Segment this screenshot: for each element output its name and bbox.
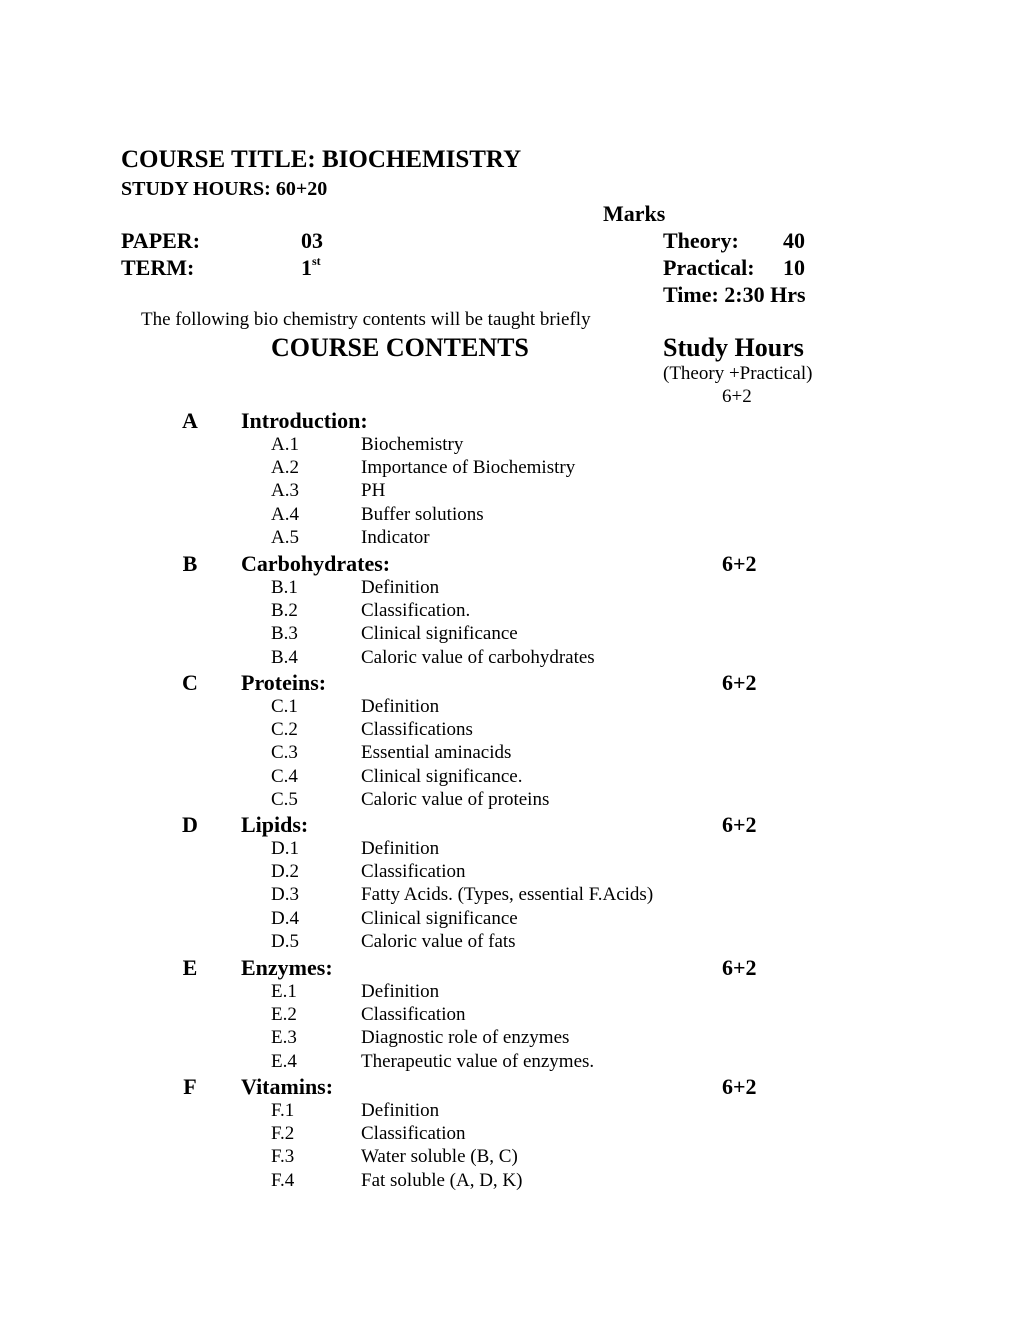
list-item [0,1171,1024,1194]
list-item [0,839,1024,862]
item-code: C.5 [271,788,298,810]
item-code: A.3 [271,480,299,502]
item-code: C.3 [271,742,298,764]
practical-value: 10 [783,255,805,280]
list-item [0,528,1024,551]
theory-label: Theory: [663,228,739,253]
section-title: Enzymes: [241,955,333,980]
item-code: A.1 [271,434,299,455]
item-text: Classification [361,1004,466,1026]
item-text: Definition [361,577,440,598]
section-title: Vitamins: [241,1074,334,1099]
item-text: Diagnostic role of enzymes [361,1027,570,1049]
item-code: D.2 [271,861,299,883]
theory-value: 40 [783,228,805,253]
term-value [301,254,321,280]
list-item [0,435,1024,458]
intro-note: The following bio chemistry contents will be taught briefly [141,309,591,330]
course-contents-heading: COURSE CONTENTS [271,333,529,362]
section-hours: 6+2 [722,670,757,695]
item-text: Biochemistry [361,434,464,455]
item-code: C.1 [271,696,298,717]
item-text: Essential aminacids [361,742,512,764]
list-item [0,1147,1024,1170]
list-item [0,1028,1024,1051]
list-item [0,578,1024,601]
list-item [0,505,1024,528]
section-letter: E [182,955,198,980]
item-text: Caloric value of carbohydrates [361,646,595,668]
item-code: D.5 [271,930,299,952]
item-code: D.1 [271,838,299,859]
item-text: Classification [361,1123,466,1145]
item-code: B.4 [271,646,298,668]
item-text: Importance of Biochemistry [361,457,576,479]
paper-value: 03 [301,228,323,253]
list-item [0,481,1024,504]
study-hours-total: STUDY HOURS: 60+20 [121,178,328,200]
term-ordinal-suffix: st [312,254,321,268]
list-item [0,1052,1024,1075]
list-item [0,720,1024,743]
item-code: E.3 [271,1027,297,1049]
section-hours: 6+2 [722,551,757,576]
first-section-hours: 6+2 [722,386,752,407]
item-text: Definition [361,1100,440,1121]
list-item [0,697,1024,720]
item-text: Fatty Acids. (Types, essential F.Acids) [361,884,654,906]
list-item [0,982,1024,1005]
list-item [0,1124,1024,1147]
list-item [0,790,1024,813]
item-code: A.2 [271,457,299,479]
section-hours: 6+2 [722,1074,757,1099]
exam-time: Time: 2:30 Hrs [663,282,806,307]
item-code: B.2 [271,600,298,622]
list-item [0,648,1024,671]
item-text: PH [361,480,386,502]
item-text: Fat soluble (A, D, K) [361,1169,523,1191]
section-title: Lipids: [241,812,309,837]
item-text: Clinical significance. [361,765,523,787]
list-item [0,1005,1024,1028]
course-title: COURSE TITLE: BIOCHEMISTRY [121,146,522,173]
item-text: Definition [361,838,440,859]
list-item [0,885,1024,908]
practical-label: Practical: [663,255,755,280]
item-code: C.4 [271,765,298,787]
study-hours-subheading: (Theory +Practical) [663,363,813,384]
item-text: Clinical significance [361,907,518,929]
list-item [0,458,1024,481]
list-item [0,862,1024,885]
term-number: 1 [301,255,312,280]
item-code: B.3 [271,623,298,645]
section-hours: 6+2 [722,812,757,837]
item-code: E.4 [271,1050,297,1072]
list-item [0,909,1024,932]
item-code: F.4 [271,1169,295,1191]
item-code: F.2 [271,1123,295,1145]
item-text: Classification. [361,600,471,622]
item-text: Definition [361,696,440,717]
list-item [0,767,1024,790]
section-letter: D [182,812,198,837]
list-item [0,743,1024,766]
list-item [0,601,1024,624]
item-text: Therapeutic value of enzymes. [361,1050,595,1072]
item-code: B.1 [271,577,298,598]
item-text: Clinical significance [361,623,518,645]
section-title: Introduction: [241,408,368,433]
item-text: Water soluble (B, C) [361,1146,518,1168]
section-hours: 6+2 [722,955,757,980]
term-label: TERM: [121,255,195,280]
item-code: A.5 [271,526,299,548]
section-title: Carbohydrates: [241,551,391,576]
item-code: E.2 [271,1004,297,1026]
item-text: Buffer solutions [361,503,484,525]
item-code: A.4 [271,503,299,525]
list-item [0,932,1024,955]
item-text: Classifications [361,719,473,741]
item-code: D.3 [271,884,299,906]
item-text: Caloric value of proteins [361,788,550,810]
item-code: F.1 [271,1100,295,1121]
item-text: Caloric value of fats [361,930,516,952]
item-code: F.3 [271,1146,295,1168]
item-text: Indicator [361,526,430,548]
item-text: Definition [361,981,440,1002]
section-letter: F [183,1074,197,1099]
item-code: E.1 [271,981,297,1002]
section-letter: A [182,408,198,433]
section-letter: C [182,670,198,695]
item-code: D.4 [271,907,299,929]
item-text: Classification [361,861,466,883]
marks-label: Marks [603,201,666,226]
list-item [0,1101,1024,1124]
section-letter: B [182,551,198,576]
section-title: Proteins: [241,670,327,695]
study-hours-heading: Study Hours [663,333,804,362]
item-code: C.2 [271,719,298,741]
list-item [0,624,1024,647]
paper-label: PAPER: [121,228,201,253]
